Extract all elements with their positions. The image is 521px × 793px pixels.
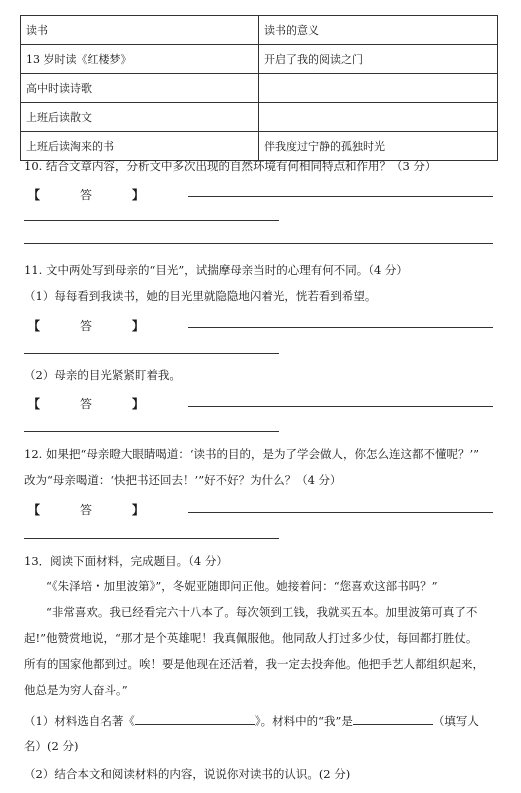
- answer-line[interactable]: [24, 353, 279, 354]
- answer-line[interactable]: [24, 220, 279, 221]
- answer-bracket-close: 】: [132, 397, 145, 411]
- table-cell: 上班后读淘来的书: [21, 132, 259, 161]
- reading-table: [20, 15, 498, 161]
- answer-line[interactable]: [188, 406, 493, 407]
- table-row: [21, 103, 498, 132]
- table-row: [21, 74, 498, 103]
- question-13-sub-1-text: 》。材料中的“我”是: [254, 714, 353, 728]
- question-13-title: 13．阅读下面材料，完成题目。（4 分）: [24, 554, 228, 568]
- answer-bracket-close: 】: [132, 319, 145, 333]
- answer-line[interactable]: [24, 243, 493, 244]
- question-11-sub-2: （2）母亲的目光紧紧盯着我。: [24, 368, 181, 382]
- answer-bracket-close: 】: [132, 188, 145, 202]
- answer-bracket-open: 【: [28, 188, 41, 202]
- question-13-sub-1: [24, 712, 479, 729]
- table-cell: 读书: [21, 16, 259, 45]
- material-paragraph-line: 所有的国家他都到过。唉！要是他现在还活着，我一定去投奔他。他把手艺人都组织起来，: [24, 657, 484, 671]
- question-12-line-1: 12. 如果把“母亲瞪大眼睛喝道：‘读书的目的，是为了学会做人，你怎么连这都不懂呢？’”: [24, 447, 480, 461]
- question-12-line-2: 改为“母亲喝道：‘快把书还回去！’”好不好？为什么？（4 分）: [24, 473, 342, 487]
- material-paragraph-line: 起!”他赞赏地说，“那才是个英雄呢！我真佩服他。他同敌人打过多少仗，每回都打胜仗。: [24, 631, 478, 645]
- material-paragraph-line: 他总是为穷人奋斗。”: [24, 683, 128, 697]
- table-cell-blank[interactable]: [259, 103, 498, 132]
- answer-line[interactable]: [188, 512, 493, 513]
- answer-line[interactable]: [24, 538, 279, 539]
- table-header-row: [21, 16, 498, 45]
- table-cell: 高中时读诗歌: [21, 74, 259, 103]
- table-cell: 伴我度过宁静的孤独时光: [259, 132, 498, 161]
- question-11: 11. 文中两处写到母亲的“目光”，试揣摩母亲当时的心理有何不同。（4 分）: [24, 263, 408, 277]
- question-13-sub-1-cont: 名）(2 分): [24, 739, 79, 753]
- question-13-sub-1-text: （填写人: [432, 714, 479, 728]
- table-cell: 开启了我的阅读之门: [259, 45, 498, 74]
- table-cell: 13 岁时读《红楼梦》: [21, 45, 259, 74]
- answer-label: 答: [80, 319, 93, 333]
- material-paragraph: “非常喜欢。我已经看完六十八本了。每次领到工钱，我就买五本。加里波第可真了不: [46, 605, 478, 619]
- table-row: [21, 132, 498, 161]
- answer-bracket-close: 】: [132, 503, 145, 517]
- question-11-sub-1: （1）每每看到我读书，她的目光里就隐隐地闪着光，恍若看到希望。: [24, 289, 377, 303]
- answer-label: 答: [80, 188, 93, 202]
- table-row: [21, 45, 498, 74]
- answer-label: 答: [80, 397, 93, 411]
- question-10: 10. 结合文章内容，分析文中多次出现的自然环境有何相同特点和作用？（3 分）: [24, 159, 437, 173]
- table-cell: 上班后读散文: [21, 103, 259, 132]
- answer-line[interactable]: [188, 196, 493, 197]
- question-13-sub-1-text: （1）材料选自名著《: [24, 714, 135, 728]
- answer-bracket-open: 【: [28, 397, 41, 411]
- table-cell: 读书的意义: [259, 16, 498, 45]
- character-name-blank[interactable]: [353, 712, 433, 725]
- table-cell-blank[interactable]: [259, 74, 498, 103]
- answer-line[interactable]: [188, 327, 493, 328]
- answer-bracket-open: 【: [28, 319, 41, 333]
- answer-label: 答: [80, 503, 93, 517]
- answer-line[interactable]: [24, 431, 279, 432]
- question-13-sub-2: （2）结合本文和阅读材料的内容，说说你对读书的认识。(2 分): [24, 767, 351, 781]
- material-paragraph: “《朱泽培・加里波第》”，冬妮亚随即问正他。她接着问：“您喜欢这部书吗？”: [46, 579, 438, 593]
- book-title-blank[interactable]: [135, 712, 255, 725]
- answer-bracket-open: 【: [28, 503, 41, 517]
